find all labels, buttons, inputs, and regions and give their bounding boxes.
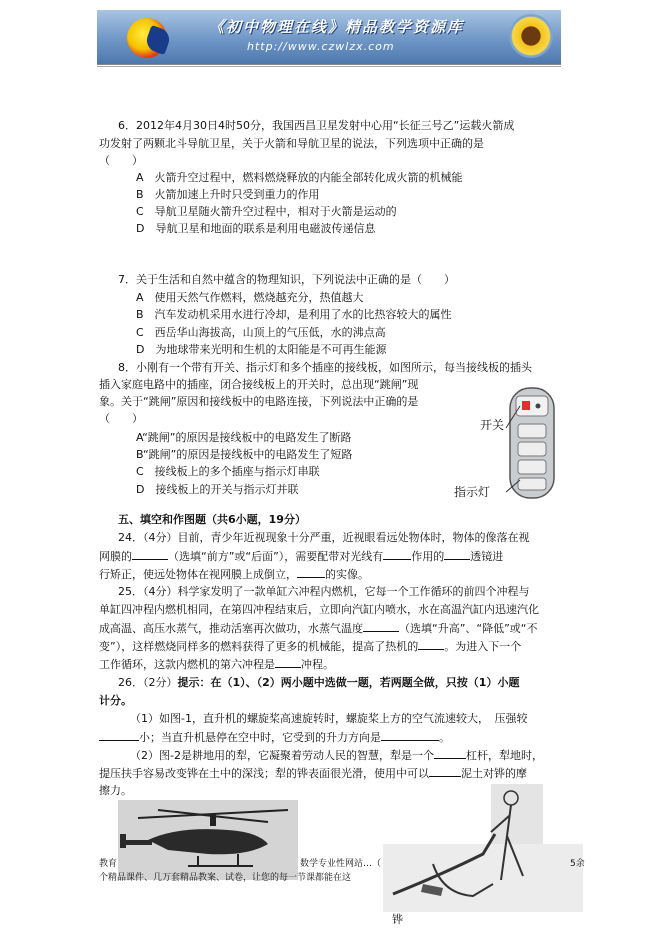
- q25-text-b: （选填“升高”、“降低”或“不: [399, 622, 538, 635]
- q25-blank2[interactable]: [418, 638, 444, 650]
- q8-stem-line1: 8．小刚有一个带有开关、指示灯和多个插座的接线板，如图所示，每当接线板的插头: [118, 361, 532, 374]
- q26-blank3[interactable]: [434, 747, 466, 759]
- q7-option-b: B 汽车发动机采用水进行冷却，是利用了水的比热容较大的属性: [136, 308, 452, 321]
- q26-blank2[interactable]: [381, 729, 439, 741]
- q24-text-f: 的实像。: [325, 568, 369, 581]
- q7-option-d: D 为地球带来光明和生机的太阳能是不可再生能源: [136, 343, 387, 356]
- sunflower-icon: [509, 14, 553, 58]
- q26-text-d: 杠杆，犁地时，: [465, 749, 543, 762]
- q25-line3: [99, 620, 538, 637]
- q6-stem-line2: 功发射了两颗北斗导航卫星，关于火箭和导航卫星的说法，下列选项中正确的是: [99, 137, 484, 150]
- banner-title: 《初中物理在线》精品教学资源库: [209, 18, 465, 36]
- q24-line1: 24．（4分）目前，青少年近视现象十分严重，近视眼看远处物体时，物体的像落在视: [118, 531, 530, 544]
- q26-line1: [118, 675, 519, 691]
- q25-text-c: 变”），这样燃烧同样多的燃料获得了更多的机械能，提高了热机的: [99, 640, 419, 653]
- q26-blank1[interactable]: [99, 729, 139, 741]
- q24-text-c: 作用的: [411, 550, 445, 563]
- header-divider: [97, 66, 561, 67]
- q25-text-d: 。为进入下一个: [444, 640, 522, 653]
- q25-text-e: 工作循环，这款内燃机的第六冲程是: [99, 658, 275, 671]
- q8-option-a: A“跳闸”的原因是接线板中的电路发生了断路: [136, 431, 352, 444]
- helicopter-figure: [118, 800, 298, 880]
- q25-blank1[interactable]: [363, 620, 399, 632]
- q24-text-e: 行矫正，使远处物体在视网膜上成倒立，: [99, 568, 297, 581]
- header-banner: [97, 10, 561, 65]
- q25-line4: [99, 638, 521, 655]
- q8-stem-line3: 象。关于“跳闸”原因和接线板中的电路连接，下列说法中正确的是: [99, 395, 419, 408]
- banner-url[interactable]: http://www.czwlzx.com: [247, 40, 395, 53]
- q24-blank1[interactable]: [132, 548, 168, 560]
- q6-option-c: C 导航卫星随火箭升空过程中，相对于火箭是运动的: [136, 205, 397, 218]
- q26-text-a: 小；当直升机悬停在空中时，它受到的升力方向是: [139, 731, 381, 744]
- q26-text-f: 泥土对铧的摩: [461, 767, 527, 780]
- plow-figure: [383, 784, 583, 912]
- q26-hint: 提示：在（1）、（2）两小题中选做一题，若两题全做，只按（1）小题: [177, 676, 520, 689]
- q25-line1: 25．（4分）科学家发明了一款单缸六冲程内燃机，它每一个工作循环的前四个冲程与: [118, 585, 530, 598]
- q7-option-a: A 使用天然气作燃料，燃烧越充分，热值越大: [136, 291, 364, 304]
- q8-paren: （ ）: [99, 412, 143, 425]
- q8-option-c: C 接线板上的多个插座与指示灯串联: [136, 465, 320, 478]
- q8-option-d: D 接线板上的开关与指示灯并联: [136, 483, 299, 496]
- q26-blank4[interactable]: [429, 765, 461, 777]
- q8-option-b: B“跳闸”的原因是接线板中的电路发生了短路: [136, 448, 353, 461]
- q26-part2-line2: [99, 765, 527, 782]
- q24-line3: [99, 566, 369, 583]
- q25-line2: 单缸四冲程内燃机相同，在第四冲程结束后，立即向汽缸内喷水，水在高温汽缸内迅速汽化: [99, 603, 539, 616]
- footer-line1a: 教育: [99, 859, 118, 869]
- q25-text-a: 成高温、高压水蒸气，推动活塞再次做功，水蒸气温度: [99, 622, 363, 635]
- q25-text-f: 冲程。: [301, 658, 334, 671]
- q25-blank3[interactable]: [275, 656, 301, 668]
- q26-part1-line1: （1）如图-1，直升机的螺旋桨高速旋转时，螺旋桨上方的空气流速较大， 压强较: [130, 712, 528, 725]
- label-switch: 开关: [480, 418, 505, 432]
- q26-part1-line2: [99, 729, 450, 746]
- q24-text-d: 透镜进: [470, 550, 504, 563]
- q24-text-a: 网膜的: [99, 550, 132, 563]
- label-plowshare: 铧: [392, 913, 403, 926]
- q26-line2: 计分。: [99, 694, 132, 707]
- q26-part2-line3: 擦力。: [99, 784, 132, 797]
- q6-paren: （ ）: [99, 154, 143, 167]
- q24-blank2[interactable]: [383, 548, 411, 560]
- q24-blank3[interactable]: [444, 548, 470, 560]
- q26-part2-line1: [130, 747, 543, 764]
- q25-line5: [99, 656, 334, 673]
- q6-option-b: B 火箭加速上升时只受到重力的作用: [136, 188, 320, 201]
- q7-stem: 7．关于生活和自然中蕴含的物理知识，下列说法中正确的是（ ）: [118, 273, 455, 286]
- q8-stem-line2: 插入家庭电路中的插座，闭合接线板上的开关时，总出现“跳闸”现: [99, 378, 419, 391]
- footer-line2: 个精品课件、几万套精品教案、试卷，让您的每一节课都能在这: [99, 873, 352, 883]
- q6-option-d: D 导航卫星和地面的联系是利用电磁波传递信息: [136, 222, 376, 235]
- q24-line2: [99, 548, 503, 565]
- q26-text-b: 。: [439, 731, 450, 744]
- section5-heading: 五、填空和作图题（共6小题，19分）: [118, 513, 306, 526]
- q6-stem-line1: 6．2012年4月30日4时50分，我国西昌卫星发射中心用“长征三号乙”运载火箭成: [118, 119, 515, 132]
- q26-number: 26．（2分）: [118, 676, 178, 689]
- q26-text-c: （2）图-2是耕地用的犁，它凝聚着劳动人民的智慧，犁是一个: [130, 749, 434, 762]
- q6-option-a: A 火箭升空过程中，燃料燃烧释放的内能全部转化成火箭的机械能: [136, 171, 463, 184]
- footer-line1c: 5余: [570, 859, 585, 869]
- footer-line1b: 数学专业性网站…（: [300, 859, 382, 869]
- label-indicator-light: 指示灯: [454, 485, 491, 499]
- q24-blank4[interactable]: [297, 566, 325, 578]
- q7-option-c: C 西岳华山海拔高，山顶上的气压低，水的沸点高: [136, 326, 386, 339]
- q24-text-b: （选填“前方”或“后面”），需要配带对光线有: [168, 550, 384, 563]
- q26-text-e: 提压扶手容易改变铧在土中的深浅；犁的铧表面很光滑，使用中可以: [99, 767, 429, 780]
- power-strip-figure: [450, 384, 570, 510]
